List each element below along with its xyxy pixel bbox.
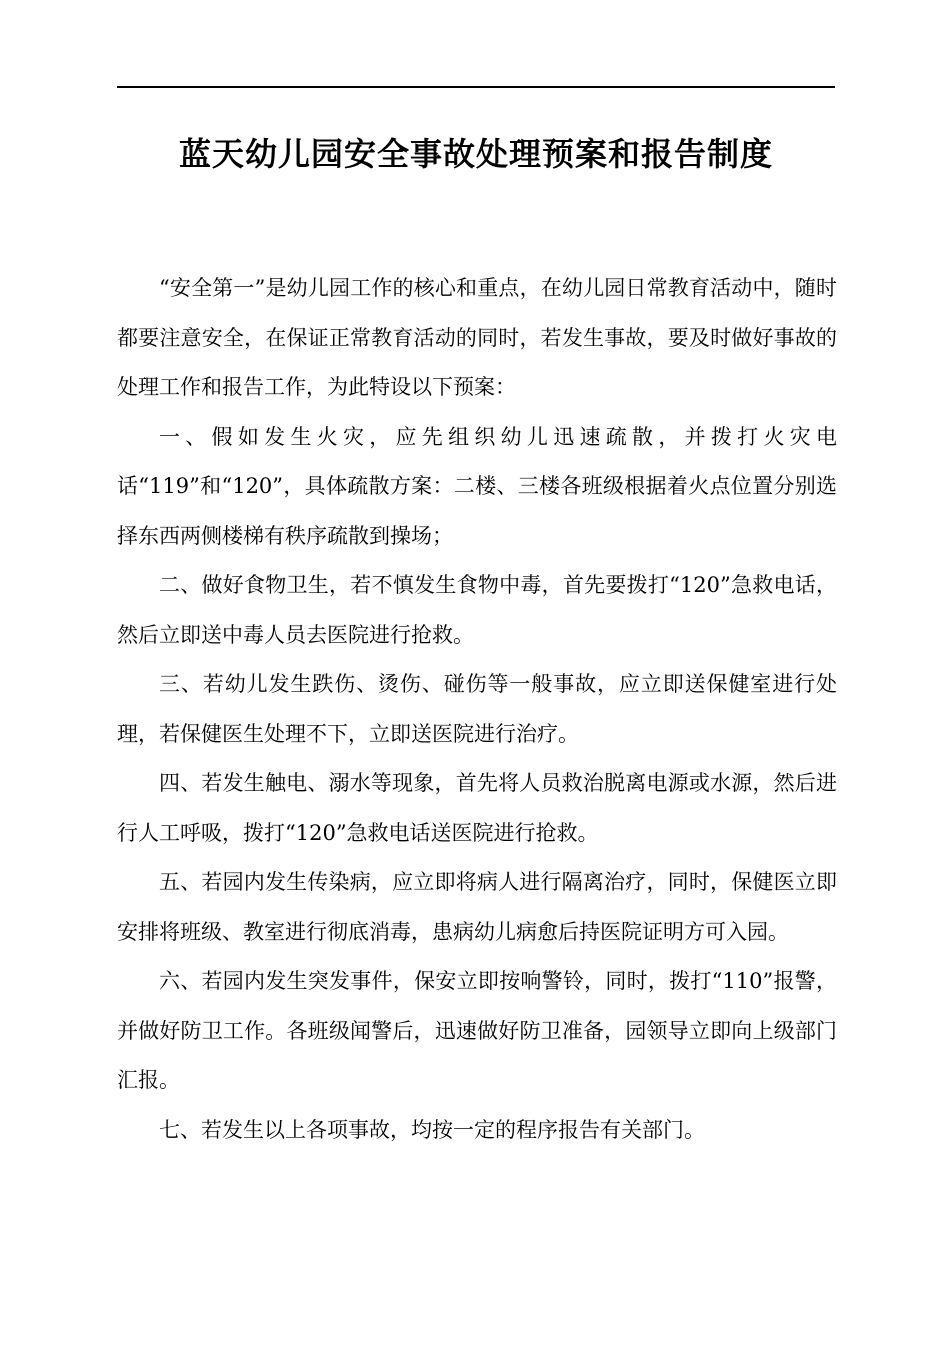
paragraph-emergency: 六、若园内发生突发事件，保安立即按响警铃，同时，拨打“110”报警，并做好防卫工作。各班级闻警后，迅速做好防卫准备，园领导立即向上级部门汇报。 (117, 969, 837, 1092)
paragraph-electric-drowning: 四、若发生触电、溺水等现象，首先将人员救治脱离电源或水源，然后进行人工呼吸，拨打“120”急救电话送医院进行抢救。 (117, 771, 837, 845)
paragraph-intro: “安全第一”是幼儿园工作的核心和重点，在幼儿园日常教育活动中，随时都要注意安全，在保证正常教育活动的同时，若发生事故，要及时做好事故的处理工作和报告工作，为此特设以下预案： (117, 276, 837, 399)
paragraph-reporting: 七、若发生以上各项事故，均按一定的程序报告有关部门。 (159, 1117, 705, 1142)
paragraph-food-poisoning: 二、做好食物卫生，若不慎发生食物中毒，首先要拨打“120”急救电话，然后立即送中毒人员去医院进行抢救。 (117, 573, 837, 647)
paragraph-infectious-disease: 五、若园内发生传染病，应立即将病人进行隔离治疗，同时，保健医立即安排将班级、教室进行彻底消毒，患病幼儿病愈后持医院证明方可入园。 (117, 870, 837, 944)
header-rule (117, 86, 835, 88)
page-title: 蓝天幼儿园安全事故处理预案和报告制度 (178, 135, 773, 173)
paragraph-injury: 三、若幼儿发生跌伤、烫伤、碰伤等一般事故，应立即送保健室进行处理，若保健医生处理不下，立即送医院进行治疗。 (117, 672, 837, 746)
paragraph-fire: 一、假如发生火灾，应先组织幼儿迅速疏散，并拨打火灾电话“119”和“120”，具体疏散方案：二楼、三楼各班级根据着火点位置分别选择东西两侧楼梯有秩序疏散到操场； (117, 424, 837, 548)
document-body (117, 264, 837, 1155)
